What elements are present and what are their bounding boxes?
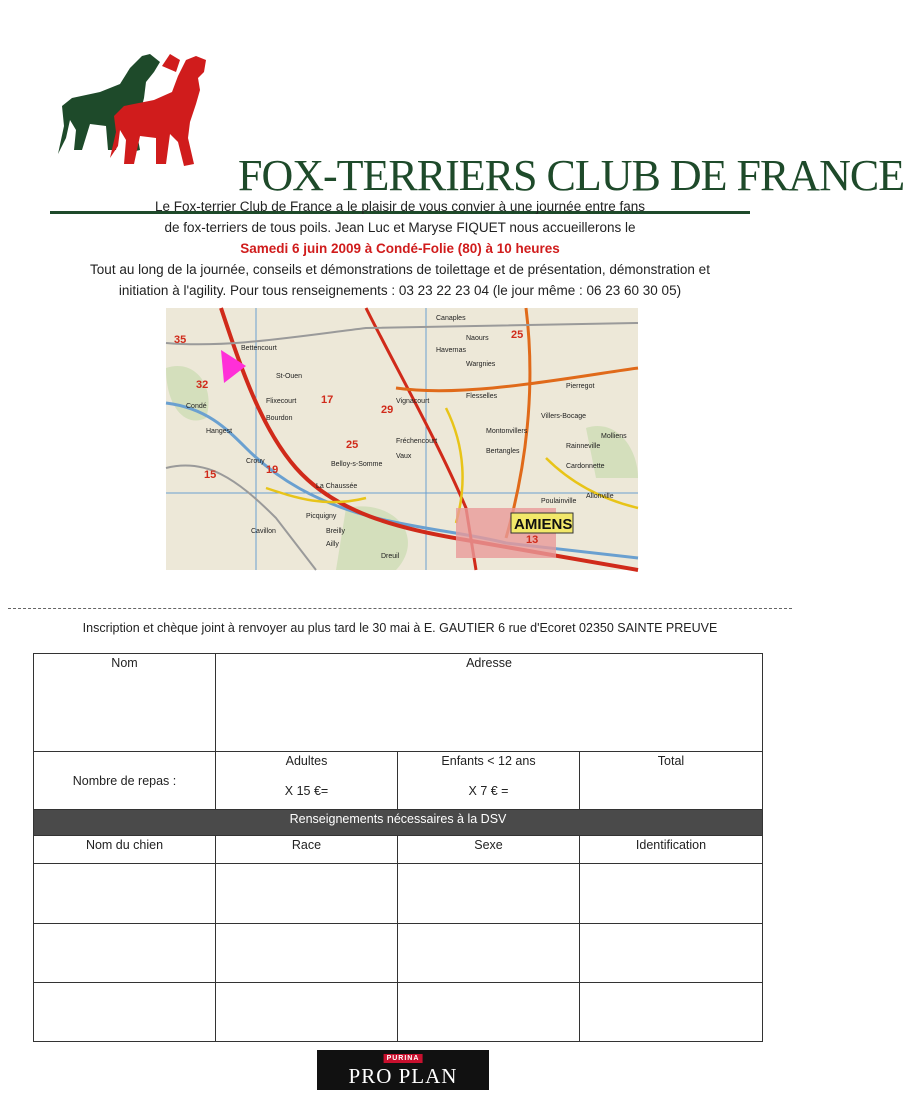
svg-text:Bettencourt: Bettencourt xyxy=(241,345,277,352)
svg-text:Condé: Condé xyxy=(186,403,207,410)
adultes-label: Adultes xyxy=(285,754,328,768)
purina-proplan-logo xyxy=(317,1050,489,1090)
sex-field[interactable] xyxy=(398,983,580,1042)
child-price: X 7 € = xyxy=(468,784,509,798)
dog-header-row xyxy=(34,836,763,864)
dog-row xyxy=(34,864,763,924)
dog-name-field[interactable] xyxy=(34,924,216,983)
dog-row xyxy=(34,924,763,983)
svg-text:AMIENS: AMIENS xyxy=(514,516,573,533)
svg-text:Havernas: Havernas xyxy=(436,347,466,354)
location-map xyxy=(166,308,638,570)
club-name: FOX-TERRIERS CLUB DE FRANCE xyxy=(238,151,904,200)
svg-text:15: 15 xyxy=(204,469,217,481)
svg-text:Naours: Naours xyxy=(466,335,489,342)
address-cell[interactable] xyxy=(216,654,763,752)
svg-text:29: 29 xyxy=(381,404,394,416)
cut-line-divider xyxy=(8,608,792,609)
club-logo xyxy=(50,46,904,200)
identification-field[interactable] xyxy=(580,983,763,1042)
adults-cell[interactable] xyxy=(216,752,398,810)
svg-text:35: 35 xyxy=(174,334,187,346)
svg-text:Flesselles: Flesselles xyxy=(466,393,498,400)
intro-line-1: Le Fox-terrier Club de France a le plaisir de vous convier à une journée entre fans xyxy=(154,199,645,214)
proplan-wordmark: PRO PLAN xyxy=(348,1064,458,1088)
intro-line-5: initiation à l'agility. Pour tous renseignements : 03 23 22 23 04 (le jour même : 06 23 60 30 05) xyxy=(118,283,682,298)
enfants-label: Enfants < 12 ans xyxy=(441,754,536,768)
svg-text:Hangest: Hangest xyxy=(206,428,233,435)
sex-field[interactable] xyxy=(398,864,580,924)
svg-text:25: 25 xyxy=(511,329,524,341)
name-cell[interactable] xyxy=(34,654,216,752)
registration-form-table xyxy=(33,653,763,1042)
dog-name-field[interactable] xyxy=(34,864,216,924)
identification-field[interactable] xyxy=(580,924,763,983)
svg-text:25: 25 xyxy=(346,439,359,451)
total-label: Total xyxy=(657,754,685,768)
svg-text:Ailly: Ailly xyxy=(326,541,339,548)
svg-text:Dreuil: Dreuil xyxy=(381,553,400,560)
fox-terrier-silhouettes-icon xyxy=(50,46,250,176)
sex-header: Sexe xyxy=(398,836,580,864)
svg-text:Wargnies: Wargnies xyxy=(466,361,496,368)
intro-line-4: Tout au long de la journée, conseils et démonstrations de toilettage et de présentation, démonstration et xyxy=(90,262,710,277)
purina-badge: PURINA xyxy=(384,1054,423,1063)
svg-text:Cavillon: Cavillon xyxy=(251,528,276,535)
nom-label: Nom xyxy=(111,656,138,670)
meals-row xyxy=(34,752,763,810)
breed-header: Race xyxy=(216,836,398,864)
svg-text:Poulainville: Poulainville xyxy=(541,498,577,505)
svg-text:Fréchencourt: Fréchencourt xyxy=(396,438,438,445)
sex-field[interactable] xyxy=(398,924,580,983)
svg-text:Montonvillers: Montonvillers xyxy=(486,428,528,435)
name-address-row xyxy=(34,654,763,752)
dsv-header-row xyxy=(34,810,763,836)
adresse-label: Adresse xyxy=(466,656,512,670)
dog-row xyxy=(34,983,763,1042)
svg-text:Vaux: Vaux xyxy=(396,453,412,460)
breed-field[interactable] xyxy=(216,924,398,983)
svg-text:19: 19 xyxy=(266,464,279,476)
meals-label-cell xyxy=(34,752,216,810)
svg-text:Pierregot: Pierregot xyxy=(566,383,595,390)
svg-text:Picquigny: Picquigny xyxy=(306,513,337,520)
svg-text:Cardonnette: Cardonnette xyxy=(566,463,605,470)
svg-text:Molliens: Molliens xyxy=(601,433,627,440)
children-cell[interactable] xyxy=(398,752,580,810)
breed-field[interactable] xyxy=(216,864,398,924)
intro-line-2: de fox-terriers de tous poils. Jean Luc et Maryse FIQUET nous accueillerons le xyxy=(164,220,636,235)
dsv-header: Renseignements nécessaires à la DSV xyxy=(34,810,763,836)
svg-text:Bertangles: Bertangles xyxy=(486,448,520,455)
identification-field[interactable] xyxy=(580,864,763,924)
breed-field[interactable] xyxy=(216,983,398,1042)
svg-text:Flixecourt: Flixecourt xyxy=(266,398,297,405)
dog-name-field[interactable] xyxy=(34,983,216,1042)
svg-text:Allonville: Allonville xyxy=(586,493,614,500)
dog-name-header: Nom du chien xyxy=(34,836,216,864)
svg-text:St-Ouen: St-Ouen xyxy=(276,373,303,380)
event-date: Samedi 6 juin 2009 à Condé-Folie (80) à 10 heures xyxy=(240,241,560,256)
svg-text:13: 13 xyxy=(526,534,539,546)
svg-text:17: 17 xyxy=(321,394,334,406)
svg-text:La Chaussée: La Chaussée xyxy=(316,483,358,490)
nombre-repas-label: Nombre de repas : xyxy=(72,773,177,788)
svg-text:Belloy-s-Somme: Belloy-s-Somme xyxy=(331,461,383,468)
svg-text:Canaples: Canaples xyxy=(436,315,466,322)
svg-text:Vignacourt: Vignacourt xyxy=(396,398,430,405)
svg-text:Rainneville: Rainneville xyxy=(566,443,601,450)
road-map-image xyxy=(166,308,638,570)
svg-text:Breilly: Breilly xyxy=(326,528,346,535)
svg-text:Villers-Bocage: Villers-Bocage xyxy=(541,413,587,420)
svg-text:32: 32 xyxy=(196,379,209,391)
adult-price: X 15 €= xyxy=(284,784,329,798)
total-cell[interactable] xyxy=(580,752,763,810)
invitation-text xyxy=(0,196,800,301)
identification-header: Identification xyxy=(580,836,763,864)
registration-instruction: Inscription et chèque joint à renvoyer au plus tard le 30 mai à E. GAUTIER 6 rue d'Ecoret 02350 SAINTE PREUVE xyxy=(82,621,718,635)
svg-text:Bourdon: Bourdon xyxy=(266,415,293,422)
svg-text:Crouy: Crouy xyxy=(246,458,265,465)
